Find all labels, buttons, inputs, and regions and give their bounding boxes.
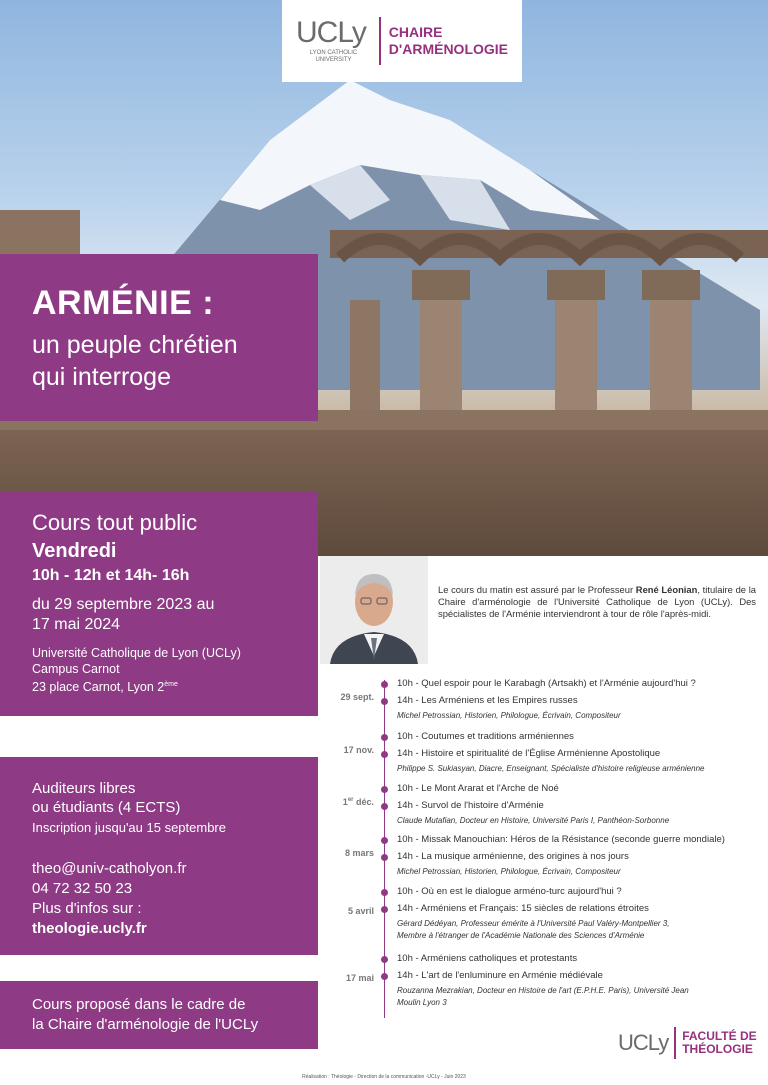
contact-email[interactable]: theo@univ-catholyon.fr — [32, 860, 187, 877]
ucly-wordmark-bottom: UCLy — [618, 1030, 669, 1055]
course-intro: Le cours du matin est assuré par le Professeur René Léonian, titulaire de la Chaire d'arménologie de l'Université Catholique de Lyon (UCLy). Des spécialistes de l'Arménie interviendront à tour de rôle l'après-midi. — [438, 584, 756, 619]
ucly-chaire-logo[interactable] — [282, 0, 522, 82]
timeline-dot — [381, 681, 388, 688]
timeline-date: 29 sept. — [340, 692, 374, 702]
footer-line1: Cours proposé dans le cadre de — [32, 996, 246, 1013]
info-panel — [0, 757, 318, 955]
dates-line2: 17 mai 2024 — [32, 616, 121, 633]
timeline-dot — [381, 837, 388, 844]
timeline-dot — [381, 786, 388, 793]
place-line2: Campus Carnot — [32, 662, 120, 676]
logo-divider — [379, 17, 381, 65]
professor-name: René Léonian — [635, 584, 698, 595]
timeline-morning-session: 10h - Arméniens catholiques et protestants — [397, 953, 578, 964]
place-line1: Université Catholique de Lyon (UCLy) — [32, 646, 241, 660]
contact-phone[interactable]: 04 72 32 50 23 — [32, 880, 133, 897]
registration-deadline: Inscription jusqu'au 15 septembre — [32, 820, 226, 835]
timeline-date: 17 mai — [345, 973, 374, 983]
logo-divider-bottom — [674, 1027, 676, 1059]
chaire-line1: CHAIRE — [388, 24, 443, 41]
timeline-dot — [381, 751, 388, 758]
course-hours: 10h - 12h et 14h- 16h — [32, 567, 190, 584]
faculte-line2: THÉOLOGIE — [682, 1042, 753, 1056]
timeline-speaker: Rouzanna Mezrakian, Docteur en Histoire de l'art (E.P.H.E. Paris), Université Jean — [397, 986, 689, 995]
place-line3: 23 place Carnot, Lyon 2ème — [32, 680, 178, 695]
production-credit: Réalisation : Théologie - Direction de la communication -UCLy - Juin 2023 — [302, 1074, 466, 1080]
ucly-brand — [296, 18, 371, 63]
dates-line1: du 29 septembre 2023 au — [32, 596, 215, 613]
timeline-speaker: Michel Petrossian, Historien, Philologue, Écrivain, Compositeur — [397, 711, 621, 720]
timeline-speaker: Claude Mutafian, Docteur en Histoire, Université Paris I, Panthéon-Sorbonne — [397, 816, 670, 825]
subtitle-line1: un peuple chrétien — [32, 331, 238, 359]
timeline-dot — [381, 698, 388, 705]
timeline-morning-session: 10h - Le Mont Ararat et l'Arche de Noé — [397, 783, 559, 794]
timeline-speaker-extra: Membre à l'étranger de l'Académie Nationale des Sciences d'Arménie — [397, 931, 645, 940]
ucly-tagline: LYON CATHOLIC UNIVERSITY — [309, 50, 358, 63]
timeline-axis — [384, 680, 385, 1018]
timeline-date: 8 mars — [344, 848, 374, 858]
timeline-dot — [381, 854, 388, 861]
audience-line2: ou étudiants (4 ECTS) — [32, 799, 181, 816]
faculte-line1: FACULTÉ DE — [682, 1029, 757, 1043]
course-place — [32, 645, 318, 695]
timeline-afternoon-session: 14h - Histoire et spiritualité de l'Église Arménienne Apostolique — [397, 748, 661, 759]
timeline-date: 1er déc. — [342, 797, 374, 807]
more-info-label: Plus d'infos sur : — [32, 900, 142, 917]
contact-info — [32, 859, 318, 919]
timeline-morning-session: 10h - Où en est le dialogue arméno-turc aujourd'hui ? — [397, 886, 622, 897]
timeline-dot — [381, 956, 388, 963]
course-day: Vendredi — [32, 540, 117, 562]
page-subtitle — [32, 329, 318, 393]
chaire-footer-panel — [0, 981, 318, 1049]
timeline-morning-session: 10h - Coutumes et traditions arméniennes — [397, 731, 574, 742]
timeline-dot — [381, 803, 388, 810]
title-panel — [0, 254, 318, 421]
course-dates — [32, 595, 318, 635]
timeline-dot — [381, 973, 388, 980]
timeline-speaker: Michel Petrossian, Historien, Philologue, Écrivain, Compositeur — [397, 867, 621, 876]
course-panel — [0, 492, 318, 716]
timeline-dot — [381, 889, 388, 896]
timeline-afternoon-session: 14h - L'art de l'enluminure en Arménie médiévale — [397, 970, 603, 981]
timeline-morning-session: 10h - Missak Manouchian: Héros de la Résistance (seconde guerre mondiale) — [397, 834, 725, 845]
timeline-afternoon-session: 14h - Arméniens et Français: 15 siècles de relations étroites — [397, 903, 649, 914]
professor-portrait — [320, 556, 428, 664]
timeline-dot — [381, 734, 388, 741]
audience-line1: Auditeurs libres — [32, 780, 136, 797]
timeline-afternoon-session: 14h - La musique arménienne, des origines à nos jours — [397, 851, 629, 862]
chaire-title — [389, 24, 508, 58]
footer-line2: la Chaire d'arménologie de l'UCLy — [32, 1016, 259, 1033]
website-link[interactable]: theologie.ucly.fr — [32, 920, 147, 937]
timeline-speaker: Philippe S. Sukiasyan, Diacre, Enseignant, Spécialiste d'histoire religieuse arménienne — [397, 764, 705, 773]
timeline-speaker-extra: Moulin Lyon 3 — [397, 998, 447, 1007]
timeline-speaker: Gérard Dédéyan, Professeur émérite à l'Université Paul Valéry-Montpellier 3, — [397, 919, 670, 928]
chaire-line2: D'ARMÉNOLOGIE — [388, 41, 508, 57]
subtitle-line2: qui interroge — [32, 363, 171, 391]
timeline-afternoon-session: 14h - Survol de l'histoire d'Arménie — [397, 800, 544, 811]
ucly-wordmark: UCLy — [296, 16, 366, 50]
page-title: ARMÉNIE : — [32, 284, 215, 322]
faculte-title — [682, 1030, 756, 1056]
timeline-afternoon-session: 14h - Les Arméniens et les Empires russes — [397, 695, 578, 706]
timeline-date: 17 nov. — [343, 745, 374, 755]
timeline-morning-session: 10h - Quel espoir pour le Karabagh (Artsakh) et l'Arménie aujourd'hui ? — [397, 678, 696, 689]
course-heading: Cours tout public — [32, 510, 198, 535]
audience-info — [32, 779, 318, 817]
portrait-illustration — [320, 556, 428, 664]
timeline-dot — [381, 906, 388, 913]
timeline-date: 5 avril — [347, 906, 374, 916]
faculte-theologie-logo[interactable] — [618, 1027, 757, 1059]
